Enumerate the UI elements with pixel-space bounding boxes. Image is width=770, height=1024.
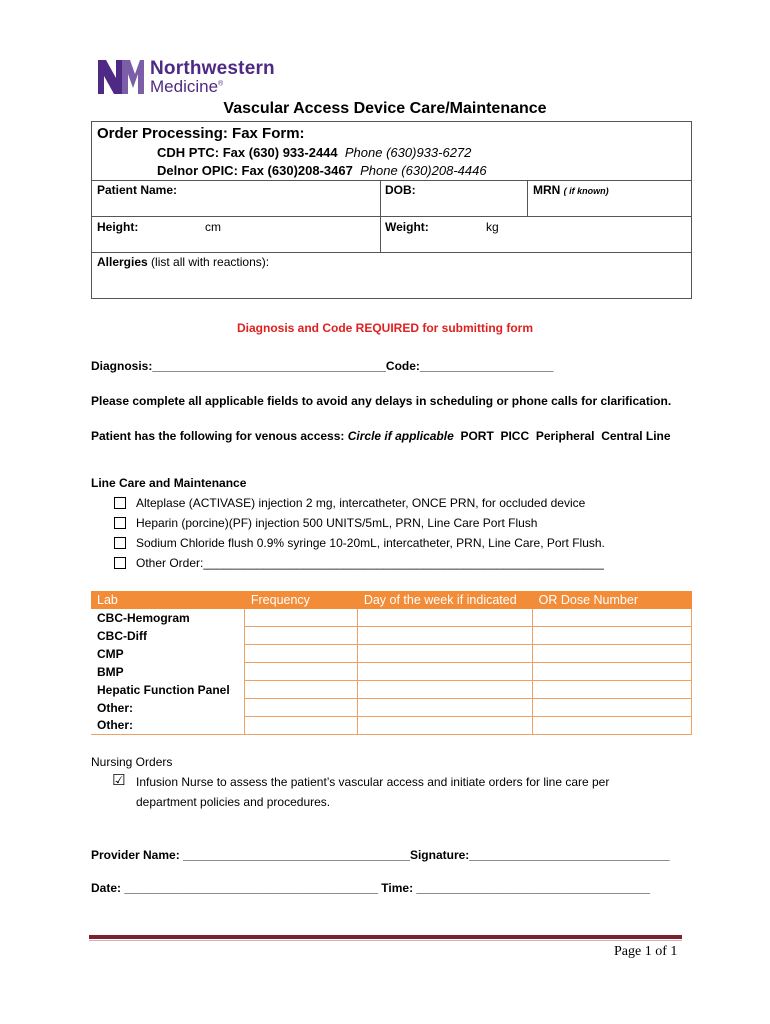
col-lab: Lab	[91, 591, 245, 609]
sodium-chloride-order: Sodium Chloride flush 0.9% syringe 10-20mL, intercatheter, PRN, Line Care, Port Flush.	[136, 536, 605, 550]
heparin-order: Heparin (porcine)(PF) injection 500 UNITS/5mL, PRN, Line Care Port Flush	[136, 516, 538, 530]
option-peripheral[interactable]: Peripheral	[535, 429, 595, 443]
weight-label: Weight:	[385, 220, 429, 234]
dose-cell[interactable]	[533, 609, 692, 627]
complete-fields-notice: Please complete all applicable fields to avoid any delays in scheduling or phone calls for clarification.	[91, 394, 672, 408]
heparin-checkbox[interactable]	[114, 517, 126, 529]
nursing-checked-checkbox-icon[interactable]: ☑	[112, 772, 126, 789]
nursing-order-text-line1: Infusion Nurse to assess the patient’s vascular access and initiate orders for line care per	[136, 775, 610, 789]
frequency-cell[interactable]	[245, 627, 358, 645]
height-unit: cm	[205, 220, 221, 234]
lab-name: Hepatic Function Panel	[91, 681, 245, 699]
provider-signature-line[interactable]: Provider Name: __________________________________Signature:______________________________	[91, 848, 670, 862]
frequency-cell[interactable]	[245, 663, 358, 681]
lab-name: Other:	[91, 717, 245, 735]
day-cell[interactable]	[358, 609, 533, 627]
diagnosis-code-line: Diagnosis:___________________________________Code:____________________	[91, 359, 554, 373]
day-cell[interactable]	[358, 681, 533, 699]
delnor-contact: Delnor OPIC: Fax (630)208-3467 Phone (630)208-4446	[157, 163, 487, 178]
frequency-cell[interactable]	[245, 681, 358, 699]
table-row	[91, 627, 692, 645]
form-title: Vascular Access Device Care/Maintenance	[223, 100, 547, 117]
col-dose-number: OR Dose Number	[533, 591, 692, 609]
line-care-heading: Line Care and Maintenance	[91, 476, 247, 490]
dob-label: DOB:	[385, 183, 416, 197]
frequency-cell[interactable]	[245, 699, 358, 717]
option-central-line[interactable]: Central Line	[601, 429, 671, 443]
frequency-cell[interactable]	[245, 717, 358, 735]
page-number: Page 1 of 1	[614, 944, 678, 959]
mrn-label: MRN ( if known)	[533, 183, 609, 197]
logo-wordmark-line1: Northwestern	[150, 58, 275, 79]
option-port[interactable]: PORT	[460, 429, 494, 443]
order-processing-heading: Order Processing: Fax Form:	[97, 125, 305, 142]
footer-divider	[89, 935, 682, 939]
col-day-of-week: Day of the week if indicated	[358, 591, 533, 609]
nursing-orders-heading: Nursing Orders	[91, 755, 173, 769]
frequency-cell[interactable]	[245, 645, 358, 663]
weight-unit: kg	[486, 220, 499, 234]
day-cell[interactable]	[358, 663, 533, 681]
venous-access-line: Patient has the following for venous access: Circle if applicable PORT PICC Peripheral Central Line	[91, 429, 671, 443]
height-label: Height:	[97, 220, 139, 234]
other-order-field[interactable]: Other Order:____________________________________________________________	[136, 556, 604, 570]
lab-orders-table	[91, 591, 692, 735]
dose-cell[interactable]	[533, 681, 692, 699]
dose-cell[interactable]	[533, 663, 692, 681]
lab-name: CMP	[91, 645, 245, 663]
option-picc[interactable]: PICC	[500, 429, 530, 443]
lab-name: Other:	[91, 699, 245, 717]
day-cell[interactable]	[358, 645, 533, 663]
table-row	[91, 645, 692, 663]
northwestern-medicine-logo-icon	[98, 60, 144, 94]
lab-table-header	[91, 591, 692, 609]
table-row	[91, 609, 692, 627]
sodium-chloride-checkbox[interactable]	[114, 537, 126, 549]
table-row	[91, 663, 692, 681]
dose-cell[interactable]	[533, 717, 692, 735]
other-order-checkbox[interactable]	[114, 557, 126, 569]
day-cell[interactable]	[358, 717, 533, 735]
lab-name: CBC-Diff	[91, 627, 245, 645]
frequency-cell[interactable]	[245, 609, 358, 627]
date-time-line[interactable]: Date: ______________________________________ Time: ___________________________________	[91, 881, 650, 895]
col-frequency: Frequency	[245, 591, 358, 609]
allergies-label: Allergies (list all with reactions):	[97, 255, 270, 269]
dose-cell[interactable]	[533, 627, 692, 645]
cdh-contact: CDH PTC: Fax (630) 933-2444 Phone (630)933-6272	[157, 145, 472, 160]
table-row	[91, 699, 692, 717]
footer-divider-shadow	[89, 940, 682, 941]
table-row	[91, 681, 692, 699]
table-row	[91, 717, 692, 735]
day-cell[interactable]	[358, 699, 533, 717]
required-notice: Diagnosis and Code REQUIRED for submitting form	[236, 321, 533, 335]
dose-cell[interactable]	[533, 699, 692, 717]
lab-name: CBC-Hemogram	[91, 609, 245, 627]
alteplase-checkbox[interactable]	[114, 497, 126, 509]
logo-wordmark-line2: Medicine®	[150, 77, 224, 96]
day-cell[interactable]	[358, 627, 533, 645]
nursing-order-text-line2: department policies and procedures.	[136, 795, 331, 809]
patient-name-label: Patient Name:	[97, 183, 178, 197]
dose-cell[interactable]	[533, 645, 692, 663]
lab-name: BMP	[91, 663, 245, 681]
alteplase-order: Alteplase (ACTIVASE) injection 2 mg, intercatheter, ONCE PRN, for occluded device	[136, 496, 586, 510]
